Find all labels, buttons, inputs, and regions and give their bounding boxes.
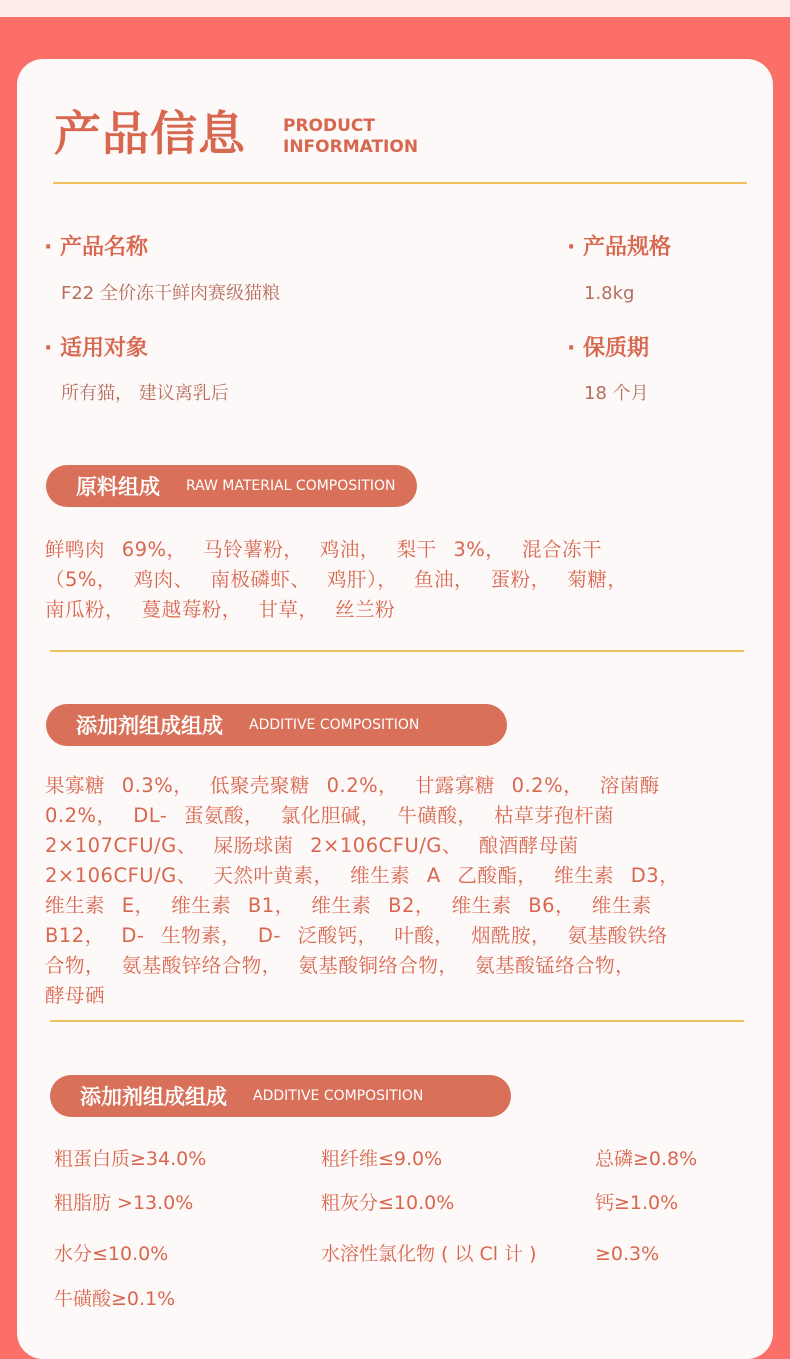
product-name-label: · 产品名称 (44, 235, 149, 260)
nutrient-calcium: 钙≥1.0% (595, 1192, 679, 1214)
title-en-line1: PRODUCT (283, 116, 375, 136)
nutrient-ash: 粗灰分≤10.0% (321, 1192, 455, 1214)
additive-heading (46, 704, 507, 746)
text-line: 2×106CFU/G、 天然叶黄素， 维生素 A 乙酸酯， 维生素 D3， (45, 864, 680, 887)
nutrient-taurine: 牛磺酸≥0.1% (54, 1288, 176, 1310)
nutrient-protein: 粗蛋白质≥34.0% (54, 1148, 207, 1170)
text-line: B12， D- 生物素， D- 泛酸钙， 叶酸， 烟酰胺， 氨基酸铁络 (45, 924, 668, 947)
nutrient-moisture: 水分≤10.0% (54, 1243, 169, 1265)
page-title: 产品信息 (54, 107, 246, 162)
divider (50, 1020, 744, 1022)
nutrient-fat: 粗脂肪 >13.0% (54, 1192, 194, 1214)
divider (50, 650, 744, 652)
text-line: 鲜鸭肉 69%， 马铃薯粉， 鸡油， 梨干 3%， 混合冻干 (45, 538, 602, 561)
nutrition-heading (50, 1075, 511, 1117)
target-value: 所有猫， 建议离乳后 (61, 383, 229, 404)
text-line: 南瓜粉， 蔓越莓粉， 甘草， 丝兰粉 (45, 598, 396, 621)
nutrient-fiber: 粗纤维≤9.0% (321, 1148, 443, 1170)
title-en-line2: INFORMATION (283, 137, 419, 157)
raw-material-heading (46, 465, 417, 507)
shelf-life-label: · 保质期 (567, 336, 650, 361)
nutrition-title-en: ADDITIVE COMPOSITION (253, 1088, 424, 1104)
text-line: 酵母硒 (45, 984, 106, 1007)
raw-material-title-en: RAW MATERIAL COMPOSITION (186, 478, 396, 494)
text-line: 2×107CFU/G、 屎肠球菌 2×106CFU/G、 酿酒酵母菌 (45, 834, 579, 857)
text-line: 0.2%， DL- 蛋氨酸， 氯化胆碱， 牛磺酸， 枯草芽孢杆菌 (45, 804, 615, 827)
nutrient-chloride-label: 水溶性氯化物 ( 以 Cl 计 ) (321, 1243, 537, 1265)
target-label: · 适用对象 (44, 336, 149, 361)
raw-material-text (45, 535, 745, 625)
page-title-english (283, 116, 483, 158)
divider (53, 182, 747, 184)
additive-title-en: ADDITIVE COMPOSITION (249, 717, 420, 733)
product-spec-label: · 产品规格 (567, 235, 672, 260)
shelf-life-value: 18 个月 (584, 383, 649, 404)
product-name-value: F22 全价冻干鲜肉赛级猫粮 (61, 283, 280, 304)
nutrition-title: 添加剂组成组成 (80, 1085, 227, 1109)
additive-title: 添加剂组成组成 (76, 714, 223, 738)
product-spec-value: 1.8kg (584, 283, 635, 304)
text-line: （5%， 鸡肉、 南极磷虾、 鸡肝）， 鱼油， 蛋粉， 菊糖， (45, 568, 628, 591)
nutrient-chloride-value: ≥0.3% (595, 1243, 660, 1265)
nutrient-phosphorus: 总磷≥0.8% (595, 1148, 698, 1170)
text-line: 维生素 E， 维生素 B1， 维生素 B2， 维生素 B6， 维生素 (45, 894, 652, 917)
additive-text (45, 771, 745, 1011)
text-line: 果寡糖 0.3%， 低聚壳聚糖 0.2%， 甘露寡糖 0.2%， 溶菌酶 (45, 774, 660, 797)
top-band (0, 0, 790, 17)
raw-material-title: 原料组成 (76, 475, 160, 499)
text-line: 合物， 氨基酸锌络合物， 氨基酸铜络合物， 氨基酸锰络合物， (45, 954, 636, 977)
